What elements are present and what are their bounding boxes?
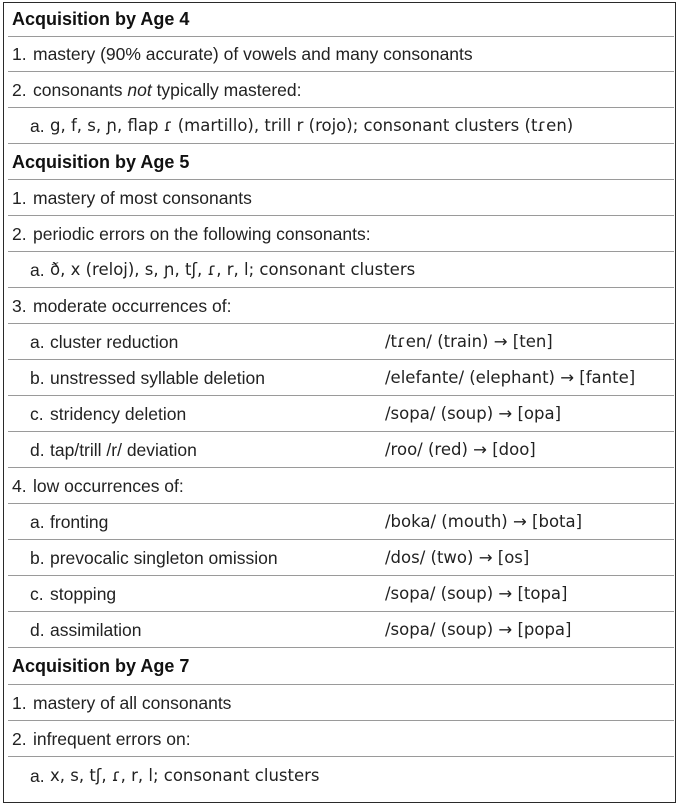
item-number: 2. bbox=[12, 80, 27, 100]
list-item bbox=[8, 72, 674, 108]
item-text: mastery of most consonants bbox=[33, 188, 252, 208]
item-example: /sopa/ (soup) → [opa] bbox=[385, 404, 562, 423]
item-number: 1. bbox=[12, 188, 27, 208]
item-text: stridency deletion bbox=[50, 404, 187, 424]
item-letter: b. bbox=[30, 548, 45, 568]
item-text: stopping bbox=[50, 584, 117, 604]
item-text: x, s, tʃ, ɾ, r, l; consonant clusters bbox=[50, 766, 320, 785]
item-letter: c. bbox=[30, 584, 44, 604]
list-subitem bbox=[8, 432, 674, 468]
item-text: mastery of all consonants bbox=[33, 693, 232, 713]
item-example: /tɾen/ (train) → [ten] bbox=[385, 332, 553, 351]
item-letter: d. bbox=[30, 620, 45, 640]
item-letter: d. bbox=[30, 440, 45, 460]
item-text: g, f, s, ɲ, flap ɾ (martillo), trill r (rojo); consonant clusters (tɾen) bbox=[50, 116, 574, 135]
list-item bbox=[8, 721, 674, 757]
item-letter: a. bbox=[30, 332, 45, 352]
item-number: 2. bbox=[12, 224, 27, 244]
item-text: infrequent errors on: bbox=[33, 729, 191, 749]
list-subitem bbox=[8, 360, 674, 396]
heading-text: Acquisition by Age 7 bbox=[12, 656, 190, 676]
item-example: /elefante/ (elephant) → [fante] bbox=[385, 368, 636, 387]
item-text: cluster reduction bbox=[50, 332, 179, 352]
item-text: periodic errors on the following consonants: bbox=[33, 224, 371, 244]
list-subitem bbox=[8, 504, 674, 540]
item-number: 1. bbox=[12, 44, 27, 64]
emphasis-text: not bbox=[127, 80, 152, 100]
list-item bbox=[8, 288, 674, 324]
list-item bbox=[8, 685, 674, 721]
section-heading-age-7 bbox=[8, 648, 674, 685]
item-text: assimilation bbox=[50, 620, 142, 640]
item-example: /dos/ (two) → [os] bbox=[385, 548, 530, 567]
heading-text: Acquisition by Age 5 bbox=[12, 152, 190, 172]
list-subitem bbox=[8, 757, 674, 801]
item-text: low occurrences of: bbox=[33, 476, 184, 496]
list-subitem bbox=[8, 576, 674, 612]
list-subitem bbox=[8, 324, 674, 360]
item-number: 3. bbox=[12, 296, 27, 316]
acquisition-table bbox=[3, 2, 676, 803]
item-number: 4. bbox=[12, 476, 27, 496]
item-number: 1. bbox=[12, 693, 27, 713]
section-heading-age-5 bbox=[8, 144, 674, 180]
item-letter: a. bbox=[30, 512, 45, 532]
item-letter: a. bbox=[30, 116, 45, 136]
item-letter: b. bbox=[30, 368, 45, 388]
item-text: mastery (90% accurate) of vowels and many consonants bbox=[33, 44, 473, 64]
item-text: ð, x (reloj), s, ɲ, tʃ, ɾ, r, l; consonant clusters bbox=[50, 260, 416, 279]
item-letter: c. bbox=[30, 404, 44, 424]
list-item bbox=[8, 468, 674, 504]
item-example: /sopa/ (soup) → [popa] bbox=[385, 620, 572, 639]
list-item bbox=[8, 180, 674, 216]
heading-text: Acquisition by Age 4 bbox=[12, 9, 190, 29]
list-subitem bbox=[8, 612, 674, 648]
list-item bbox=[8, 37, 674, 72]
list-subitem bbox=[8, 540, 674, 576]
item-example: /roo/ (red) → [doo] bbox=[385, 440, 536, 459]
item-text: consonants not typically mastered: bbox=[33, 80, 302, 100]
section-heading-age-4 bbox=[8, 3, 674, 37]
list-item bbox=[8, 216, 674, 252]
item-text: prevocalic singleton omission bbox=[50, 548, 278, 568]
item-text: tap/trill /r/ deviation bbox=[50, 440, 197, 460]
list-subitem bbox=[8, 396, 674, 432]
item-text: unstressed syllable deletion bbox=[50, 368, 265, 388]
item-text: fronting bbox=[50, 512, 109, 532]
list-subitem bbox=[8, 252, 674, 288]
item-letter: a. bbox=[30, 260, 45, 280]
item-example: /boka/ (mouth) → [bota] bbox=[385, 512, 583, 531]
list-subitem bbox=[8, 108, 674, 144]
item-example: /sopa/ (soup) → [topa] bbox=[385, 584, 568, 603]
item-letter: a. bbox=[30, 766, 45, 786]
item-number: 2. bbox=[12, 729, 27, 749]
item-text: moderate occurrences of: bbox=[33, 296, 232, 316]
